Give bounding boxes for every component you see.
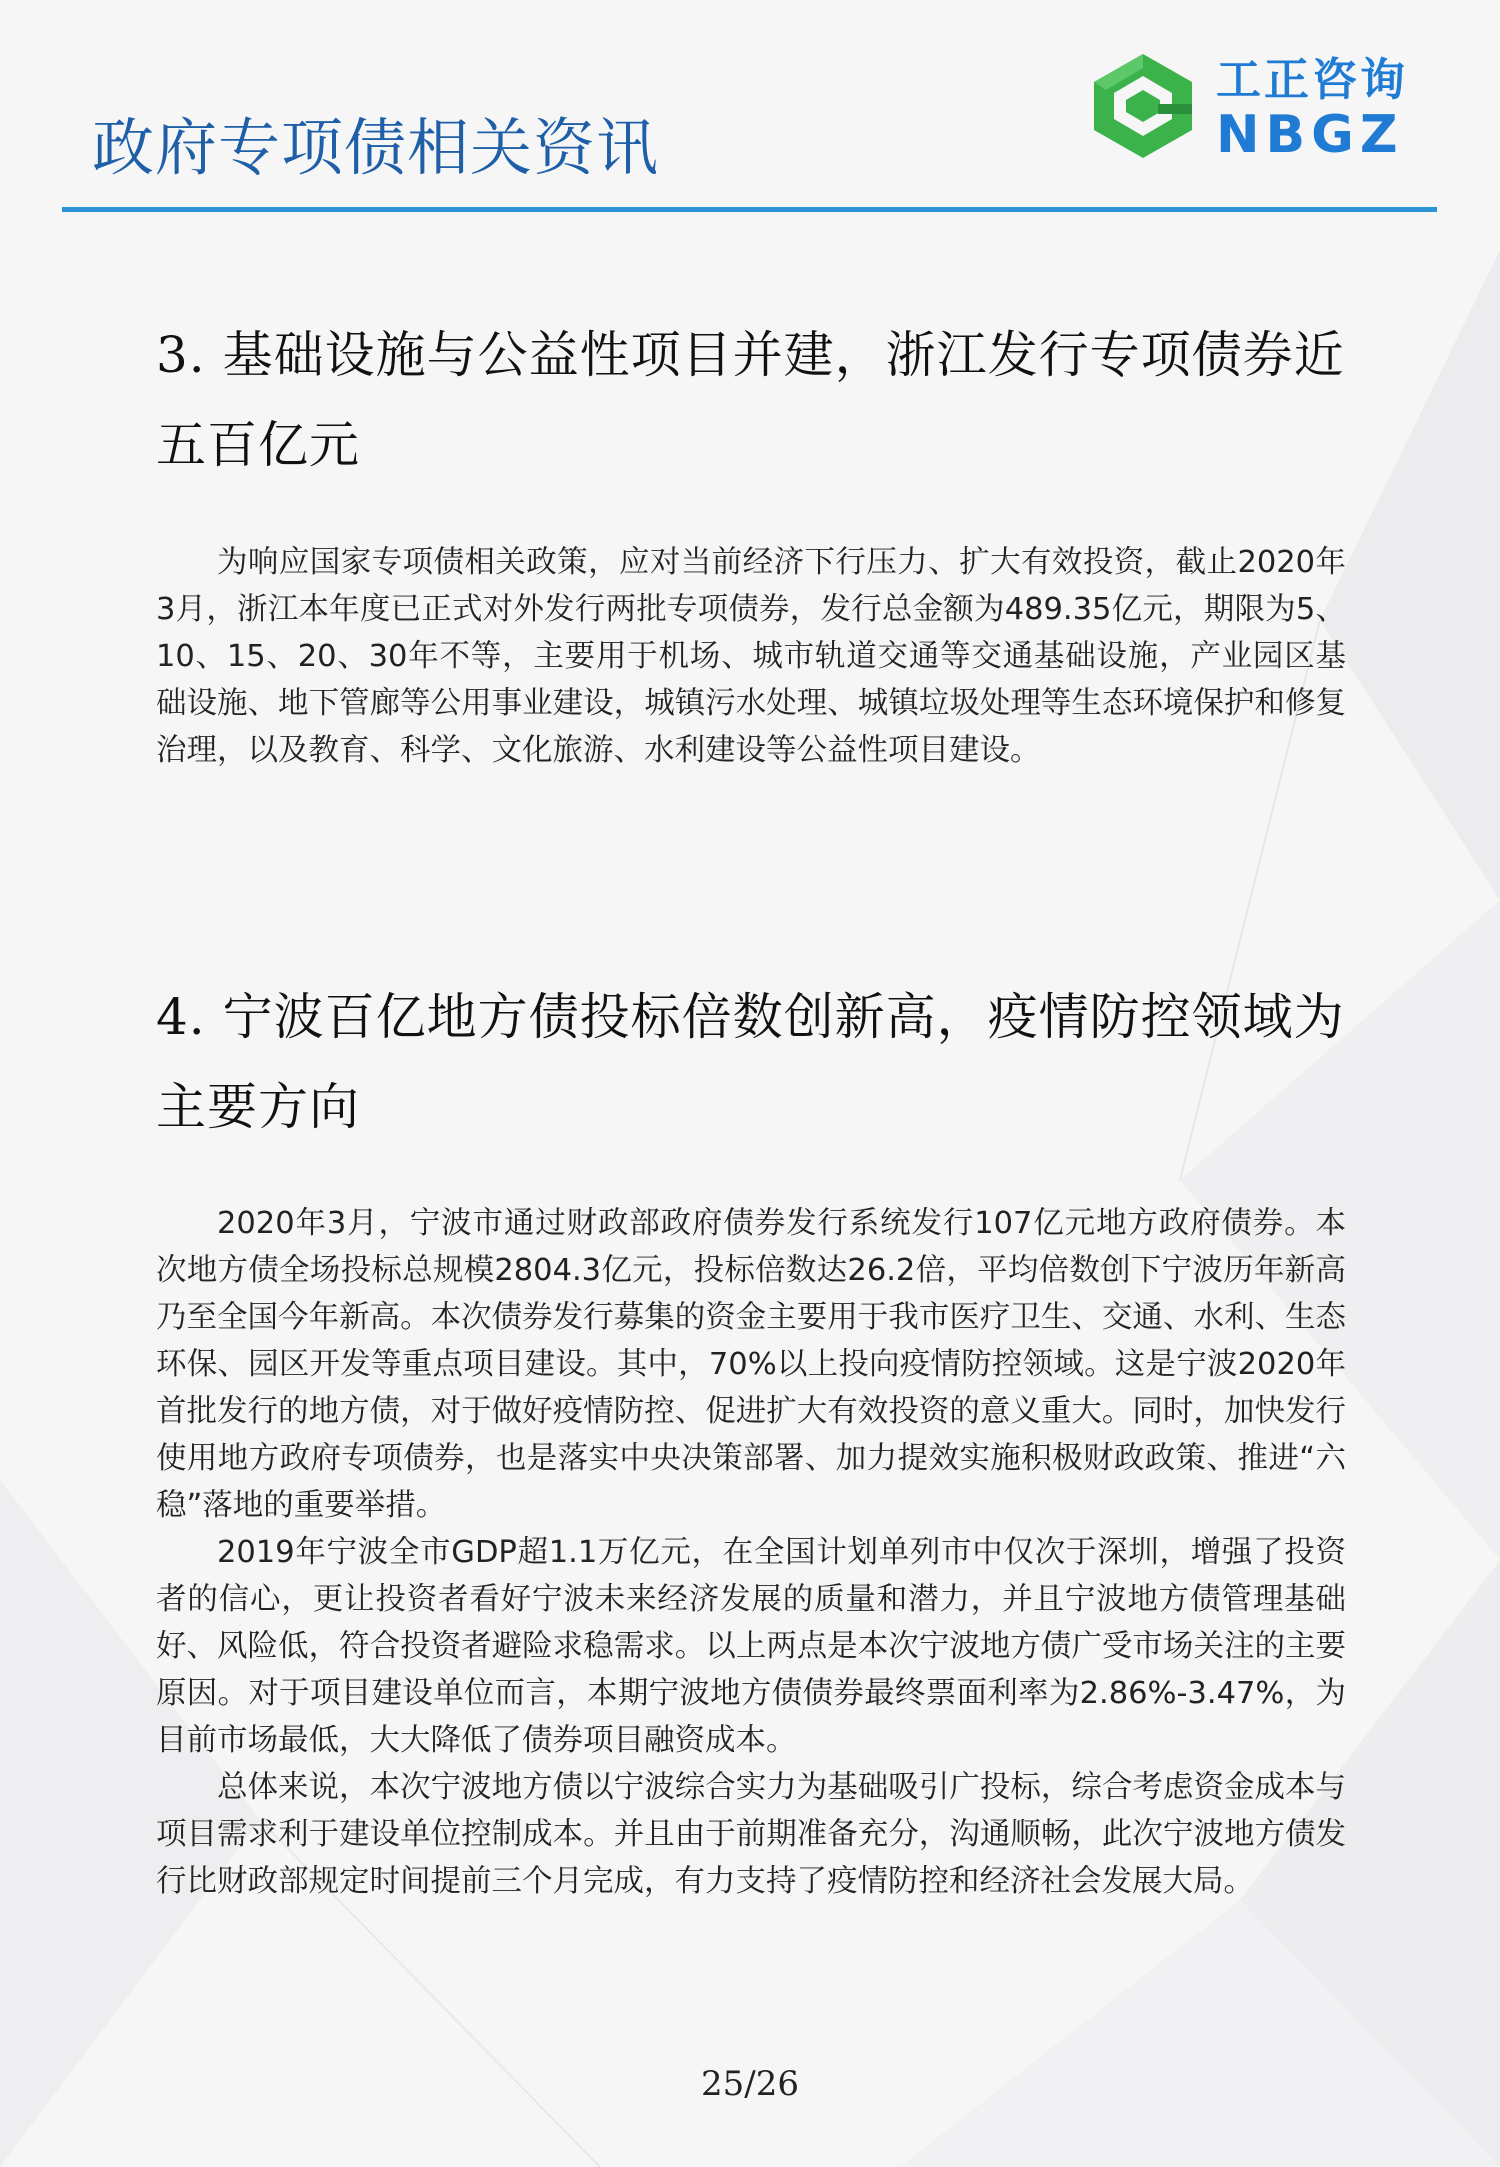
company-logo	[1088, 50, 1428, 170]
section-3-body	[156, 539, 1346, 774]
header-divider	[62, 207, 1437, 212]
section-4-heading: 4. 宁波百亿地方债投标倍数创新高，疫情防控领域为主要方向	[156, 988, 1345, 1136]
logo-text-cn: 工正咨询	[1216, 53, 1409, 106]
section-4-paragraph: 2020年3月，宁波市通过财政部政府债券发行系统发行107亿元地方政府债券。本次地方债全场投标总规模2804.3亿元，投标倍数达26.2倍，平均倍数创下宁波历年新高乃至全国今年新高。本次债券发行募集的资金主要用于我市医疗卫生、交通、水利、生态环保、园区开发等重点项目建设。其中，70%以上投向疫情防控领域。这是宁波2020年首批发行的地方债，对于做好疫情防控、促进扩大有效投资的意义重大。同时，加快发行使用地方政府专项债券，也是落实中央决策部署、加力提效实施积极财政政策、推进“六稳”落地的重要举措。	[156, 1206, 1346, 1523]
section-4-paragraph: 2019年宁波全市GDP超1.1万亿元，在全国计划单列市中仅次于深圳，增强了投资者的信心，更让投资者看好宁波未来经济发展的质量和潜力，并且宁波地方债管理基础好、风险低，符合投资者避险求稳需求。以上两点是本次宁波地方债广受市场关注的主要原因。对于项目建设单位而言，本期宁波地方债债券最终票面利率为2.86%-3.47%，为目前市场最低，大大降低了债券项目融资成本。	[156, 1535, 1346, 1758]
section-3-paragraph: 为响应国家专项债相关政策，应对当前经济下行压力、扩大有效投资，截止2020年3月，浙江本年度已正式对外发行两批专项债券，发行总金额为489.35亿元，期限为5、10、15、20、30年不等，主要用于机场、城市轨道交通等交通基础设施，产业园区基础设施、地下管廊等公用事业建设，城镇污水处理、城镇垃圾处理等生态环境保护和修复治理，以及教育、科学、文化旅游、水利建设等公益性项目建设。	[156, 545, 1346, 768]
page-number: 25/26	[701, 2064, 799, 2104]
section-3-heading: 3. 基础设施与公益性项目并建，浙江发行专项债券近五百亿元	[156, 326, 1345, 474]
nbgz-logo-icon	[1088, 50, 1198, 162]
header-title: 政府专项债相关资讯	[92, 111, 660, 184]
section-4-body	[156, 1200, 1346, 1905]
logo-text-en: NBGZ	[1216, 105, 1404, 165]
section-4-paragraph: 总体来说，本次宁波地方债以宁波综合实力为基础吸引广投标，综合考虑资金成本与项目需求利于建设单位控制成本。并且由于前期准备充分，沟通顺畅，此次宁波地方债发行比财政部规定时间提前三个月完成，有力支持了疫情防控和经济社会发展大局。	[156, 1770, 1346, 1899]
